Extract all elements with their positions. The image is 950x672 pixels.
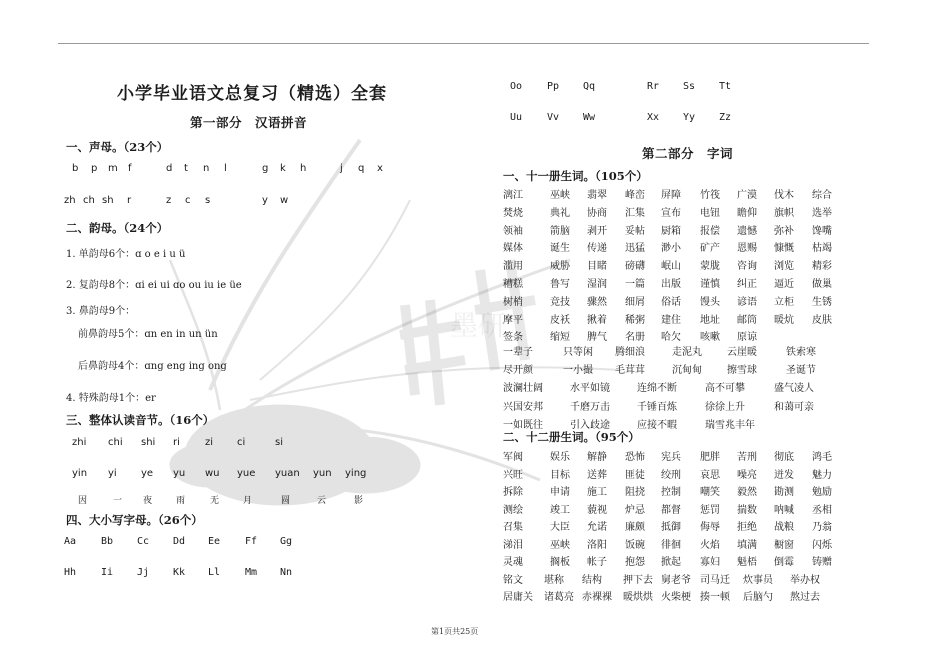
letter-pair: Aa — [64, 536, 77, 547]
word: 妥帖 — [625, 225, 645, 237]
word: 都督 — [661, 504, 681, 516]
hanzi: 圆 — [281, 496, 291, 506]
word: 控制 — [661, 487, 681, 498]
letter-pair: Jj — [137, 567, 150, 578]
word: 鸿毛 — [812, 452, 832, 463]
word: 炉忌 — [625, 504, 645, 516]
word: 峰峦 — [625, 190, 645, 201]
letter-pair: Ii — [101, 567, 114, 578]
word: 召集 — [503, 522, 523, 533]
word: 后脑勺 — [743, 592, 773, 603]
word: 脾气 — [587, 332, 607, 344]
word: 目标 — [550, 469, 570, 481]
word: 哈欠 — [661, 332, 681, 344]
word: 弥补 — [774, 225, 794, 237]
zhengti-heading: 三、整体认读音节。（16个） — [66, 413, 215, 427]
word: 慷慨 — [774, 243, 794, 255]
g11-heading: 一、十一册生词。（105个） — [503, 169, 648, 183]
hanzi: 无 — [210, 496, 220, 506]
word: 橱窗 — [774, 539, 794, 551]
letter: g — [262, 163, 269, 174]
word: 箭脑 — [550, 225, 570, 237]
word: 地址 — [700, 314, 720, 326]
word: 矿产 — [700, 243, 720, 255]
word: 做巢 — [812, 279, 832, 290]
word: 施工 — [587, 487, 607, 498]
letter-pair: Xx — [647, 112, 660, 123]
word: 目睹 — [587, 261, 607, 273]
word: 协商 — [587, 207, 607, 219]
word: 涕泪 — [503, 539, 523, 551]
word: 哀思 — [700, 469, 720, 481]
word: 抵御 — [661, 522, 681, 533]
word: 渺小 — [661, 243, 681, 255]
word: 寡妇 — [700, 557, 720, 568]
word: 应接不暇 — [637, 419, 677, 431]
letter-pair: Dd — [173, 536, 186, 547]
letter-pair: Rr — [647, 81, 660, 92]
word: 咳嗽 — [700, 332, 720, 344]
syllable: ying — [345, 468, 367, 479]
word: 兴国安邦 — [503, 401, 543, 413]
word: 洛阳 — [587, 539, 607, 551]
word: 伐木 — [774, 190, 794, 201]
word: 建住 — [661, 314, 681, 326]
word: 树梢 — [503, 296, 523, 308]
word: 蒙胧 — [700, 261, 720, 273]
word: 毅然 — [737, 487, 757, 498]
word: 宣布 — [661, 207, 681, 219]
word: 一小撮 — [563, 365, 593, 377]
letter-pair: Tt — [719, 81, 732, 92]
letter-pair: Pp — [547, 81, 560, 92]
fu-yunmu: 2. 复韵母8个：ɑi ei ui ɑo ou iu ie üe — [66, 280, 242, 291]
letter: j — [340, 163, 343, 174]
g12-heading: 二、十二册生词。（95个） — [503, 430, 640, 444]
word: 名册 — [625, 332, 645, 344]
word: 允诺 — [587, 522, 607, 533]
word: 大臣 — [550, 522, 570, 533]
word: 精彩 — [812, 261, 832, 273]
word: 帐子 — [587, 557, 607, 568]
word: 岷山 — [661, 261, 681, 273]
word: 湿润 — [587, 279, 607, 290]
word: 厨箱 — [661, 225, 681, 237]
word: 高不可攀 — [705, 383, 745, 395]
word: 匪徒 — [625, 469, 645, 481]
letter: sh — [102, 195, 114, 206]
word: 磅礴 — [625, 261, 645, 273]
word: 一辈子 — [503, 347, 533, 358]
word: 遗憾 — [737, 225, 757, 237]
letter: x — [377, 163, 383, 174]
letter: p — [91, 163, 98, 174]
word: 漓江 — [503, 190, 523, 201]
word: 瑞雪兆丰年 — [705, 419, 755, 431]
word: 居庸关 — [503, 592, 533, 603]
syllable: ye — [141, 468, 154, 479]
word: 沉甸甸 — [672, 365, 702, 377]
word: 和蔼可亲 — [774, 401, 814, 413]
word: 魅力 — [812, 469, 832, 481]
letter: f — [128, 163, 132, 174]
word: 揪着 — [587, 314, 607, 326]
letter: zh — [64, 195, 76, 206]
word: 邮筒 — [737, 314, 757, 326]
word: 汇集 — [625, 207, 645, 219]
letter-pair: Ww — [583, 112, 596, 123]
letter-pair: Nn — [280, 567, 293, 578]
letter: d — [166, 163, 173, 174]
word: 铭文 — [503, 574, 523, 586]
letter: t — [184, 163, 188, 174]
word: 宪兵 — [661, 452, 681, 463]
letter: y — [262, 195, 268, 206]
word: 引入歧途 — [570, 419, 610, 431]
word: 鲁写 — [550, 279, 570, 290]
zimu-heading: 四、大小写字母。（26个） — [66, 513, 203, 527]
word: 娱乐 — [550, 452, 570, 463]
word: 结构 — [582, 574, 602, 586]
letter-pair: Vv — [547, 112, 560, 123]
word: 魁梧 — [737, 557, 757, 568]
word: 堪称 — [544, 574, 564, 586]
word: 掀起 — [661, 557, 681, 568]
word: 骤然 — [587, 296, 607, 308]
word: 报偿 — [700, 225, 720, 237]
letter: l — [224, 163, 227, 174]
word: 倒霉 — [774, 557, 794, 568]
word: 签条 — [503, 332, 523, 344]
letter: r — [127, 195, 132, 206]
syllable: yin — [72, 468, 88, 479]
word: 炊事员 — [743, 574, 773, 586]
hanzi: 云 — [317, 496, 327, 506]
word: 苦刑 — [737, 452, 757, 463]
word: 威胁 — [550, 261, 570, 273]
word: 廉颇 — [625, 522, 645, 533]
word: 选举 — [812, 207, 832, 219]
word: 揣数 — [737, 504, 757, 516]
word: 波澜壮阔 — [503, 383, 543, 395]
letter: s — [205, 195, 211, 206]
word: 勘测 — [774, 487, 794, 498]
word: 千锤百炼 — [637, 401, 677, 413]
word: 咨询 — [737, 261, 757, 273]
word: 毛茸茸 — [615, 365, 645, 377]
word: 馒头 — [700, 296, 720, 308]
word: 千磨万击 — [570, 401, 610, 413]
word: 战粮 — [774, 522, 794, 533]
header-rule — [58, 43, 869, 44]
word: 细屑 — [625, 296, 645, 308]
bi-yunmu: 3. 鼻韵母9个： — [66, 306, 136, 317]
word: 尽开颜 — [503, 365, 533, 377]
word: 饭碗 — [625, 539, 645, 551]
word: 勉励 — [812, 487, 832, 498]
word: 屏障 — [661, 190, 681, 201]
word: 一如既往 — [503, 419, 543, 431]
word: 焚烧 — [503, 207, 523, 219]
word: 灵魂 — [503, 557, 523, 568]
shengmu-heading: 一、声母。（23个） — [66, 140, 169, 154]
word: 熬过去 — [790, 592, 820, 603]
letter-pair: Zz — [719, 112, 732, 123]
word: 搁板 — [550, 557, 570, 568]
hanzi: 夜 — [143, 496, 153, 506]
word: 逼近 — [774, 279, 794, 290]
syllable: si — [275, 437, 283, 448]
syllable: yuan — [275, 468, 300, 479]
word: 广漠 — [737, 190, 757, 201]
word: 彻底 — [774, 452, 794, 463]
word: 徐徐上升 — [705, 401, 745, 413]
letter: h — [300, 163, 307, 174]
word: 阻挠 — [625, 487, 645, 498]
yunmu-heading: 二、韵母。（24个） — [66, 221, 169, 235]
syllable: zhi — [72, 437, 87, 448]
word: 圣诞节 — [786, 365, 816, 377]
syllable: yu — [173, 468, 186, 479]
word: 走泥丸 — [672, 347, 702, 358]
word: 立柜 — [774, 296, 794, 308]
syllable: ci — [237, 437, 246, 448]
word: 滥用 — [503, 261, 523, 273]
word: 送葬 — [587, 469, 607, 481]
word: 徘徊 — [661, 539, 681, 551]
letter-pair: Hh — [64, 567, 77, 578]
word: 原谅 — [737, 332, 757, 344]
word: 剥开 — [587, 225, 607, 237]
watermark-text: 墨研 — [450, 309, 507, 342]
word: 迅猛 — [625, 243, 645, 255]
syllable: zi — [205, 437, 214, 448]
word: 噪亮 — [737, 469, 757, 481]
te-yunmu: 4. 特殊韵母1个：er — [66, 393, 156, 404]
word: 押下去 — [623, 574, 653, 586]
word: 皮肤 — [812, 314, 832, 326]
word: 擦雪球 — [727, 365, 757, 377]
word: 暖炕 — [774, 314, 794, 326]
hanzi: 一 — [113, 496, 123, 506]
qian-bi-yunmu: 前鼻韵母5个：ɑn en in un ün — [78, 329, 218, 340]
word: 拆除 — [503, 487, 523, 498]
letter-pair: Yy — [683, 112, 696, 123]
word: 盛气凌人 — [774, 383, 814, 395]
word: 纠正 — [737, 279, 757, 290]
word: 领袖 — [503, 225, 523, 237]
word: 缩短 — [550, 332, 570, 344]
word: 火焰 — [700, 539, 720, 551]
word: 舅老爷 — [661, 574, 691, 586]
letter: c — [185, 195, 191, 206]
word: 糟糕 — [503, 279, 523, 290]
letter-pair: Kk — [173, 567, 186, 578]
word: 稀粥 — [625, 314, 645, 326]
word: 呐喊 — [774, 504, 794, 516]
word: 嘲笑 — [700, 487, 720, 498]
word: 竹筏 — [700, 190, 720, 201]
word: 枯竭 — [812, 243, 832, 255]
word: 电钮 — [700, 207, 720, 219]
word: 迸发 — [774, 469, 794, 481]
word: 揍一顿 — [700, 592, 730, 603]
syllable: yue — [237, 468, 256, 479]
letter: n — [203, 163, 210, 174]
word: 暖烘烘 — [623, 592, 653, 603]
hanzi: 雨 — [176, 496, 186, 506]
doc-title: 小学毕业语文总复习（精选）全套 — [117, 84, 387, 104]
word: 翡翠 — [587, 190, 607, 201]
syllable: yi — [108, 468, 117, 479]
word: 闪烁 — [812, 539, 832, 551]
word: 铸赠 — [812, 557, 832, 568]
word: 诸葛亮 — [544, 592, 574, 603]
word: 一篇 — [625, 279, 645, 290]
word: 综合 — [812, 190, 832, 201]
word: 竣工 — [550, 504, 570, 516]
hanzi: 影 — [354, 496, 364, 506]
letter: m — [108, 163, 118, 174]
word: 巫峡 — [550, 539, 570, 551]
word: 谚语 — [737, 296, 757, 308]
word: 诞生 — [550, 243, 570, 255]
word: 皮袄 — [550, 314, 570, 326]
letter-pair: Gg — [280, 536, 293, 547]
word: 恩赐 — [737, 243, 757, 255]
word: 丞相 — [812, 504, 832, 516]
word: 兴旺 — [503, 469, 523, 481]
syllable: yun — [313, 468, 332, 479]
word: 俗话 — [661, 296, 681, 308]
hanzi: 因 — [78, 496, 88, 506]
syllable: shi — [141, 437, 156, 448]
word: 乃翁 — [812, 522, 832, 533]
word: 侮辱 — [700, 522, 720, 533]
word: 司马迁 — [700, 574, 730, 586]
word: 抱怨 — [625, 557, 645, 568]
word: 瞻仰 — [737, 207, 757, 219]
word: 恐怖 — [625, 452, 645, 463]
letter: w — [280, 195, 289, 206]
syllable: wu — [205, 468, 220, 479]
part2-heading: 第二部分 字词 — [642, 146, 734, 161]
word: 云崖暖 — [727, 347, 757, 358]
letter-pair: Cc — [137, 536, 150, 547]
word: 出版 — [661, 279, 681, 290]
letter-pair: Ll — [208, 567, 221, 578]
letter-pair: Ss — [683, 81, 696, 92]
word: 军阀 — [503, 452, 523, 463]
word: 连绵不断 — [637, 383, 677, 395]
word: 摩平 — [503, 314, 523, 326]
letter: z — [166, 195, 172, 206]
word: 浏览 — [774, 261, 794, 273]
word: 藐视 — [587, 504, 607, 516]
letter-pair: Oo — [510, 81, 523, 92]
word: 申请 — [550, 487, 570, 498]
word: 水平如镜 — [570, 383, 610, 395]
letter: k — [280, 163, 286, 174]
page-footer: 第1页共25页 — [431, 627, 479, 636]
word: 肥胖 — [700, 452, 720, 463]
dan-yunmu: 1. 单韵母6个：ɑ o e i u ü — [66, 249, 186, 260]
word: 铁索寒 — [786, 347, 816, 358]
word: 火柴梗 — [661, 592, 691, 603]
word: 谨慎 — [700, 279, 720, 290]
word: 只等闲 — [563, 347, 593, 358]
hou-bi-yunmu: 后鼻韵母4个：ɑng eng ing ong — [78, 361, 227, 372]
letter-pair: Ff — [245, 536, 258, 547]
word: 生锈 — [812, 296, 832, 308]
letter-pair: Uu — [510, 112, 523, 123]
letter-pair: Ee — [208, 536, 221, 547]
letter-pair: Mm — [245, 567, 258, 578]
letter: b — [72, 163, 79, 174]
word: 馋嘴 — [812, 225, 832, 237]
word: 传递 — [587, 243, 607, 255]
word: 解静 — [587, 452, 607, 463]
word: 测绘 — [503, 504, 523, 516]
word: 填满 — [737, 539, 757, 551]
letter-pair: Bb — [101, 536, 114, 547]
word: 惩罚 — [700, 504, 720, 516]
word: 媒体 — [503, 243, 523, 255]
letter-pair: Qq — [583, 81, 596, 92]
word: 拒绝 — [737, 522, 757, 533]
syllable: chi — [108, 437, 123, 448]
word: 巫峡 — [550, 190, 570, 201]
word: 典礼 — [550, 207, 570, 219]
letter: ch — [83, 195, 95, 206]
part1-heading: 第一部分 汉语拼音 — [190, 115, 308, 130]
word: 腾细浪 — [615, 347, 645, 358]
hanzi: 月 — [243, 496, 253, 506]
syllable: ri — [173, 437, 180, 448]
word: 竞技 — [550, 296, 570, 308]
letter: q — [358, 163, 365, 174]
word: 赤裸裸 — [582, 592, 612, 603]
word: 举办权 — [790, 574, 820, 586]
word: 旗帜 — [774, 207, 794, 219]
word: 绞刑 — [661, 469, 681, 481]
